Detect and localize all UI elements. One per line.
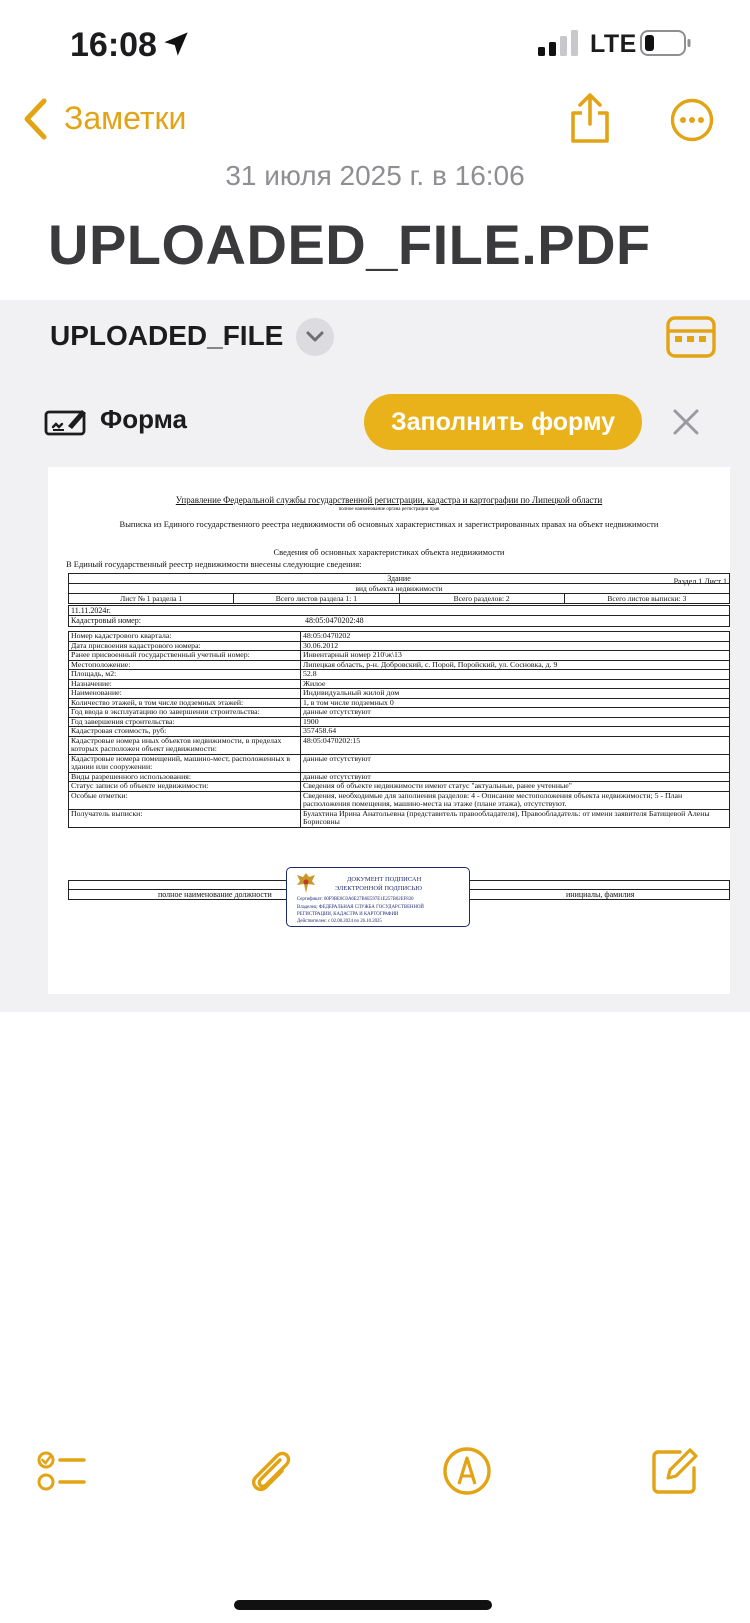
- back-chevron-icon[interactable]: [22, 98, 48, 140]
- pdf-info-row: [69, 782, 730, 792]
- pdf-sheet-cell: Всего листов раздела 1: 1: [234, 594, 399, 603]
- compose-note-icon[interactable]: [650, 1446, 700, 1496]
- stamp-line: ДОКУМЕНТ ПОДПИСАН: [347, 876, 422, 883]
- pdf-info-value: Индивидуальный жилой дом: [301, 689, 730, 699]
- pdf-info-value: 52.8: [301, 670, 730, 680]
- stamp-line: Действителен: с 02.08.2024 по 26.10.2025: [297, 919, 382, 924]
- pdf-cadastral-row: [68, 616, 730, 627]
- pdf-info-row: [69, 632, 730, 642]
- note-title[interactable]: UPLOADED_FILE.PDF: [48, 213, 651, 276]
- pdf-info-value: 1, в том числе подземных 0: [301, 698, 730, 708]
- pdf-info-key: Номер кадастрового квартала:: [69, 632, 301, 642]
- pdf-info-row: [69, 651, 730, 661]
- pdf-object-kind: Здание: [68, 573, 730, 584]
- pdf-info-key: Особые отметки:: [69, 791, 301, 809]
- more-options-icon[interactable]: [670, 98, 714, 142]
- status-time: 16:08: [70, 26, 157, 64]
- pdf-info-key: Назначение:: [69, 679, 301, 689]
- pdf-attachment[interactable]: [0, 300, 750, 1012]
- pdf-info-row: [69, 809, 730, 827]
- status-bar: [0, 0, 750, 90]
- pdf-info-key: Ранее присвоенный государственный учетный номер:: [69, 651, 301, 661]
- pdf-organization-caption: полное наименование органа регистрации прав: [338, 507, 440, 512]
- chevron-down-icon: [305, 330, 325, 344]
- pdf-date: 11.11.2024г.: [68, 605, 730, 616]
- pdf-info-key: Площадь, м2:: [69, 670, 301, 680]
- share-icon[interactable]: [568, 92, 612, 144]
- pdf-info-value: Сведения об объекте недвижимости имеют статус "актуальные, ранее учтенные": [301, 782, 730, 792]
- pdf-info-key: Дата присвоения кадастрового номера:: [69, 641, 301, 651]
- pdf-intro: В Единый государственный реестр недвижимости внесены следующие сведения:: [66, 559, 362, 569]
- pdf-info-value: Инвентарный номер 210\ж\13: [301, 651, 730, 661]
- view-mode-icon[interactable]: [666, 316, 716, 358]
- form-signature-icon: [44, 406, 88, 436]
- pdf-info-row: [69, 679, 730, 689]
- pdf-info-key: Кадастровая стоимость, руб:: [69, 727, 301, 737]
- file-options-button[interactable]: [296, 318, 334, 356]
- pdf-page[interactable]: [48, 467, 730, 994]
- pdf-info-row: [69, 754, 730, 772]
- form-label: Форма: [100, 404, 187, 434]
- pdf-signature-position-caption: полное наименование должности: [158, 890, 272, 899]
- stamp-line: ЭЛЕКТРОННОЙ ПОДПИСЬЮ: [335, 885, 422, 892]
- pdf-info-key: Статус записи об объекте недвижимости:: [69, 782, 301, 792]
- stamp-line: Сертификат: 00F9BE8C0A6E27B6E597E1E257B02EF830: [297, 897, 414, 902]
- pdf-signature-name-caption: инициалы, фамилия: [566, 890, 635, 899]
- eagle-emblem-icon: [295, 871, 317, 895]
- pdf-info-value: Жилое: [301, 679, 730, 689]
- pdf-info-key: Количество этажей, в том числе подземных этажей:: [69, 698, 301, 708]
- pdf-sheet-cell: Всего разделов: 2: [400, 594, 565, 603]
- pdf-info-key: Год завершения строительства:: [69, 717, 301, 727]
- pdf-info-row: [69, 717, 730, 727]
- pdf-sheet-cell: Лист № 1 раздела 1: [69, 594, 234, 603]
- pdf-info-value: 30.06.2012: [301, 641, 730, 651]
- pdf-info-key: Год ввода в эксплуатацию по завершении строительства:: [69, 708, 301, 718]
- pdf-info-value: 48:05:0470202: [301, 632, 730, 642]
- pdf-info-value: Сведения, необходимые для заполнения разделов: 4 - Описание местоположения объекта недвижимости; 5 - План расположения помещения, машино-места на этаже (плане этажа), отсутствуют.: [301, 791, 730, 809]
- pdf-info-key: Местоположение:: [69, 660, 301, 670]
- pdf-razdel: Раздел 1 Лист 1: [673, 577, 727, 586]
- network-type: LTE: [590, 30, 637, 58]
- pdf-info-row: [69, 791, 730, 809]
- pdf-info-row: [69, 670, 730, 680]
- paperclip-icon[interactable]: [246, 1446, 296, 1496]
- pdf-info-row: [69, 708, 730, 718]
- pdf-info-value: данные отсутствуют: [301, 772, 730, 782]
- cellular-signal-icon: [538, 30, 580, 56]
- pdf-organization: Управление Федеральной службы государственной регистрации, кадастра и картографии по Липецкой области: [175, 495, 603, 505]
- pdf-info-value: 1900: [301, 717, 730, 727]
- checklist-icon[interactable]: [36, 1446, 86, 1496]
- pdf-extract-title: Выписка из Единого государственного реестра недвижимости об основных характеристиках и зарегистрированных правах на объект недвижимости: [119, 519, 659, 529]
- markup-pen-icon[interactable]: [442, 1446, 492, 1496]
- pdf-info-value: Булахтина Ирина Анатольевна (представитель правообладателя), Правообладатель: от имени заявителя Батищевой Алены Борисовны: [301, 809, 730, 827]
- pdf-info-row: [69, 727, 730, 737]
- home-indicator[interactable]: [234, 1600, 492, 1610]
- pdf-info-key: Кадастровые номера помещений, машино-мест, расположенных в здании или сооружении:: [69, 754, 301, 772]
- pdf-info-value: 357458.64: [301, 727, 730, 737]
- pdf-info-table: [68, 631, 730, 828]
- pdf-info-row: [69, 660, 730, 670]
- pdf-info-row: [69, 689, 730, 699]
- pdf-info-value: Липецкая область, р-н. Добровский, с. Порой, Поройский, ул. Сосновка, д. 9: [301, 660, 730, 670]
- pdf-sheet-header: [68, 593, 730, 604]
- pdf-info-key: Кадастровые номера иных объектов недвижимости, в пределах которых расположен объект недвижимости:: [69, 736, 301, 754]
- pdf-info-key: Получатель выписки:: [69, 809, 301, 827]
- pdf-object-kind-caption: вид объекта недвижимости: [68, 583, 730, 594]
- pdf-sheet-cell: Всего листов выписки: 3: [607, 594, 687, 603]
- fill-form-button[interactable]: Заполнить форму: [364, 394, 642, 450]
- pdf-cadastral-label: Кадастровый номер:: [71, 616, 141, 625]
- electronic-signature-stamp: [286, 867, 470, 927]
- location-arrow-icon: [162, 30, 190, 58]
- back-button[interactable]: Заметки: [64, 100, 187, 136]
- pdf-info-key: Наименование:: [69, 689, 301, 699]
- pdf-info-row: [69, 736, 730, 754]
- note-date: 31 июля 2025 г. в 16:06: [225, 160, 525, 191]
- pdf-info-value: 48:05:0470202:15: [301, 736, 730, 754]
- pdf-info-key: Виды разрешенного использования:: [69, 772, 301, 782]
- pdf-cadastral-value: 48:05:0470202:48: [305, 616, 364, 625]
- pdf-info-value: данные отсутствуют: [301, 754, 730, 772]
- battery-icon: [640, 30, 692, 56]
- stamp-line: Владелец: ФЕДЕРАЛЬНАЯ СЛУЖБА ГОСУДАРСТВЕННОЙ: [297, 905, 424, 910]
- attachment-file-name[interactable]: UPLOADED_FILE: [50, 320, 284, 351]
- pdf-section-title: Сведения об основных характеристиках объекта недвижимости: [273, 547, 505, 557]
- pdf-info-value: данные отсутствуют: [301, 708, 730, 718]
- close-icon[interactable]: [672, 408, 700, 436]
- stamp-line: РЕГИСТРАЦИИ, КАДАСТРА И КАРТОГРАФИИ: [297, 912, 399, 917]
